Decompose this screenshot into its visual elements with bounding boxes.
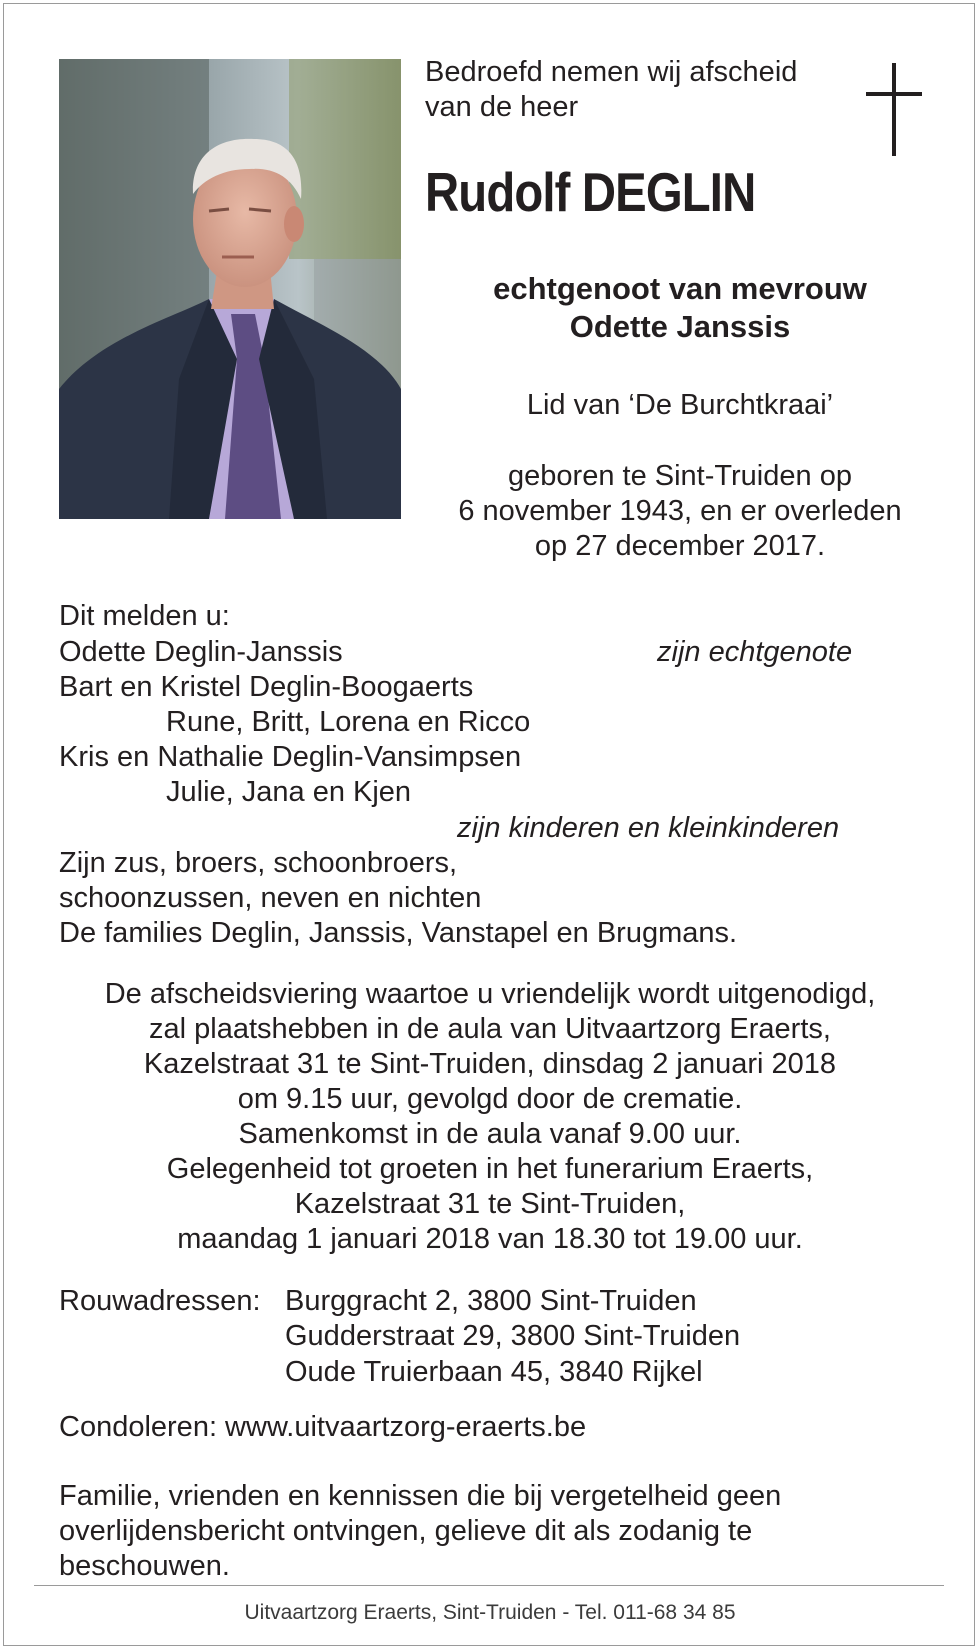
closing-line-3: beschouwen. [59, 1550, 230, 1582]
intro-line-2: van de heer [425, 91, 579, 123]
addresses-label: Rouwadressen: [59, 1285, 261, 1317]
spouse-line-2: Odette Janssis [569, 309, 791, 344]
address-line: Gudderstraat 29, 3800 Sint-Truiden [285, 1320, 741, 1352]
ceremony-line-2: zal plaatshebben in de aula van Uitvaartzorg Eraerts, [149, 1013, 831, 1045]
closing-line-2: overlijdensbericht ontvingen, gelieve dit als zodanig te [59, 1515, 753, 1547]
ceremony-line-5: Samenkomst in de aula vanaf 9.00 uur. [238, 1118, 742, 1150]
ceremony-line-8: maandag 1 januari 2018 van 18.30 tot 19.00 uur. [177, 1223, 803, 1255]
dates-line-1: geboren te Sint-Truiden op [508, 460, 852, 492]
family-children-role: zijn kinderen en kleinkinderen [457, 812, 840, 844]
membership: Lid van ‘De Burchtkraai’ [526, 389, 834, 421]
condolences-link[interactable]: Condoleren: www.uitvaartzorg-eraerts.be [59, 1411, 587, 1443]
dates-line-3: op 27 december 2017. [534, 530, 826, 562]
family-others-1: Zijn zus, broers, schoonbroers, [59, 847, 458, 879]
family-heading: Dit melden u: [59, 600, 230, 632]
ceremony-line-3: Kazelstraat 31 te Sint-Truiden, dinsdag 2 januari 2018 [143, 1048, 837, 1080]
dates-line-2: 6 november 1943, en er overleden [458, 495, 902, 527]
ceremony-line-1: De afscheidsviering waartoe u vriendelijk wordt uitgenodigd, [104, 978, 876, 1010]
intro-line-1: Bedroefd nemen wij afscheid [425, 56, 798, 88]
family-spouse-role: zijn echtgenote [657, 636, 853, 668]
ceremony-line-6: Gelegenheid tot groeten in het funerarium Eraerts, [166, 1153, 814, 1185]
family-spouse-name: Odette Deglin-Janssis [59, 636, 343, 668]
address-line: Oude Truierbaan 45, 3840 Rijkel [285, 1356, 703, 1388]
portrait-photo [59, 59, 401, 519]
ceremony-line-7: Kazelstraat 31 te Sint-Truiden, [294, 1188, 686, 1220]
ceremony-line-4: om 9.15 uur, gevolgd door de crematie. [237, 1083, 743, 1115]
family-child-2: Kris en Nathalie Deglin-Vansimpsen [59, 741, 522, 773]
closing-line-1: Familie, vrienden en kennissen die bij vergetelheid geen [59, 1480, 782, 1512]
address-line: Burggracht 2, 3800 Sint-Truiden [285, 1285, 697, 1317]
deceased-name: Rudolf DEGLIN [425, 161, 756, 223]
family-child-1-kids: Rune, Britt, Lorena en Ricco [166, 706, 531, 738]
family-child-2-kids: Julie, Jana en Kjen [166, 776, 412, 808]
spouse-line-1: echtgenoot van mevrouw [493, 271, 867, 306]
footer-text: Uitvaartzorg Eraerts, Sint-Truiden - Tel. 011-68 34 85 [244, 1601, 736, 1624]
family-child-1: Bart en Kristel Deglin-Boogaerts [59, 671, 474, 703]
footer-divider [34, 1585, 944, 1586]
family-others-3: De families Deglin, Janssis, Vanstapel en Brugmans. [59, 917, 738, 949]
family-others-2: schoonzussen, neven en nichten [59, 882, 482, 914]
